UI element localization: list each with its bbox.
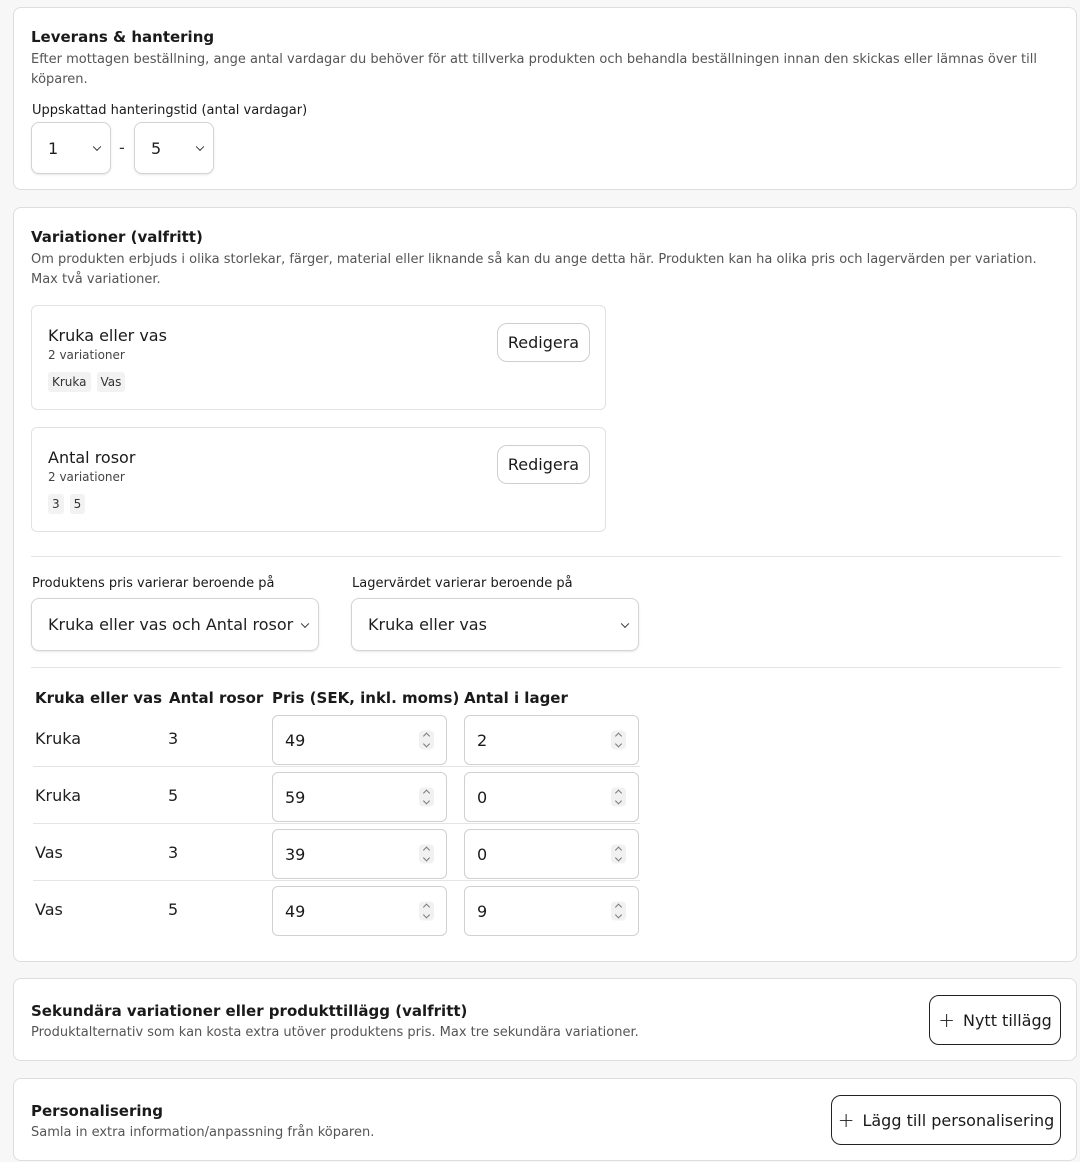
edit-variation-button[interactable]: Redigera [497, 445, 590, 484]
row-divider [33, 823, 640, 824]
column-header-roses: Antal rosor [169, 689, 264, 707]
variation-option-chip: 3 [48, 494, 64, 514]
min-days-select[interactable] [31, 122, 111, 174]
cell-type: Vas [35, 843, 63, 862]
spinner-icon[interactable] [611, 845, 626, 864]
variation-group-card [31, 427, 606, 532]
price-input[interactable] [272, 886, 447, 936]
variations-title: Variationer (valfritt) [31, 228, 203, 246]
personalization-card [13, 1078, 1077, 1161]
delivery-description: Efter mottagen beställning, ange antal vardagar du behöver för att tillverka produkten och behandla beställningen innan den skickas eller lämnas över till köparen. [31, 52, 1037, 87]
variation-group-name: Antal rosor [48, 448, 136, 467]
spinner-icon[interactable] [611, 788, 626, 807]
variation-group-name: Kruka eller vas [48, 326, 167, 345]
secondary-title: Sekundära variationer eller produkttillägg (valfritt) [31, 1002, 468, 1020]
handling-time-label: Uppskattad hanteringstid (antal vardagar) [32, 103, 308, 118]
cell-type: Vas [35, 900, 63, 919]
variation-group-count: 2 variationer [48, 348, 125, 362]
stock-depends-select[interactable] [351, 598, 639, 651]
price-depends-select[interactable] [31, 598, 319, 651]
column-header-stock: Antal i lager [464, 689, 568, 707]
range-separator: - [119, 138, 125, 157]
spinner-icon[interactable] [419, 788, 434, 807]
price-input[interactable] [272, 772, 447, 822]
stock-input[interactable] [464, 772, 639, 822]
edit-variation-button[interactable]: Redigera [497, 323, 590, 362]
variation-group-count: 2 variationer [48, 470, 125, 484]
stock-input[interactable] [464, 829, 639, 879]
price-value: 49 [285, 901, 306, 921]
cell-roses: 5 [168, 900, 179, 919]
stock-value: 0 [477, 844, 488, 864]
cell-roses: 3 [168, 843, 179, 862]
variation-option-chip: 5 [70, 494, 86, 514]
column-header-type: Kruka eller vas [35, 689, 163, 707]
cell-type: Kruka [35, 729, 81, 748]
plus-icon: + [837, 1108, 855, 1132]
variation-group-card [31, 305, 606, 410]
spinner-icon[interactable] [419, 902, 434, 921]
delivery-title: Leverans & hantering [31, 28, 215, 46]
cell-roses: 5 [168, 786, 179, 805]
add-addon-button[interactable] [929, 995, 1061, 1045]
variation-options [48, 372, 125, 392]
variations-description: Om produkten erbjuds i olika storlekar, färger, material eller liknande så kan du ange detta här. Produkten kan ha olika pris och lagervärden per variation. Max två variationer. [31, 252, 1037, 287]
spinner-icon[interactable] [419, 845, 434, 864]
spinner-icon[interactable] [419, 731, 434, 750]
stock-input[interactable] [464, 715, 639, 765]
max-days-value: 5 [151, 138, 162, 158]
delivery-card [13, 7, 1077, 190]
spinner-icon[interactable] [611, 902, 626, 921]
add-personalization-label: Lägg till personalisering [862, 1110, 1055, 1130]
price-input[interactable] [272, 715, 447, 765]
spinner-icon[interactable] [611, 731, 626, 750]
stock-depends-value: Kruka eller vas [368, 615, 487, 634]
min-days-value: 1 [48, 138, 59, 158]
price-value: 49 [285, 730, 306, 750]
chevron-down-icon [301, 619, 309, 627]
row-divider [33, 766, 640, 767]
stock-value: 9 [477, 901, 488, 921]
add-addon-label: Nytt tillägg [962, 1010, 1052, 1030]
secondary-description: Produktalternativ som kan kosta extra utöver produktens pris. Max tre sekundära variationer. [31, 1025, 639, 1040]
variation-option-chip: Vas [97, 372, 126, 392]
stock-depends-label: Lagervärdet varierar beroende på [352, 576, 573, 591]
chevron-down-icon [621, 619, 629, 627]
price-input[interactable] [272, 829, 447, 879]
price-value: 59 [285, 787, 306, 807]
price-value: 39 [285, 844, 306, 864]
divider [31, 556, 1061, 557]
column-header-price: Pris (SEK, inkl. moms) [272, 689, 460, 707]
max-days-select[interactable] [134, 122, 214, 174]
divider [31, 667, 1061, 668]
variation-options [48, 494, 85, 514]
cell-type: Kruka [35, 786, 81, 805]
price-depends-label: Produktens pris varierar beroende på [32, 576, 275, 591]
add-personalization-button[interactable] [831, 1095, 1061, 1145]
chevron-down-icon [196, 143, 204, 151]
row-divider [33, 880, 640, 881]
variation-option-chip: Kruka [48, 372, 91, 392]
stock-value: 0 [477, 787, 488, 807]
stock-input[interactable] [464, 886, 639, 936]
stock-value: 2 [477, 730, 488, 750]
personalization-title: Personalisering [31, 1102, 163, 1120]
plus-icon: + [938, 1008, 955, 1032]
cell-roses: 3 [168, 729, 179, 748]
price-depends-value: Kruka eller vas och Antal rosor [48, 615, 294, 634]
chevron-down-icon [93, 143, 101, 151]
personalization-description: Samla in extra information/anpassning från köparen. [31, 1125, 375, 1140]
secondary-variations-card [13, 978, 1077, 1061]
